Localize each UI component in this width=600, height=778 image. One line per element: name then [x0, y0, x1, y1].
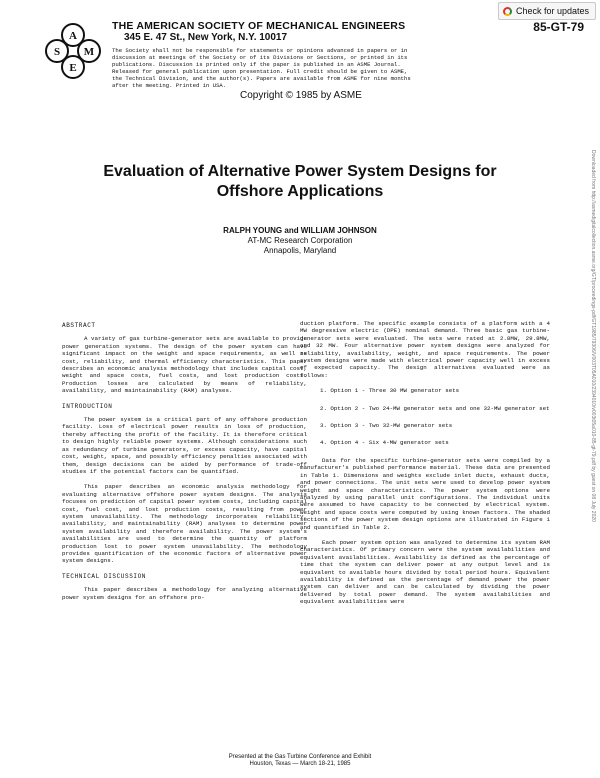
society-notice — [112, 47, 412, 89]
author-affiliation: AT-MC Research Corporation — [247, 236, 353, 245]
introduction-paragraph: The power system is a critical part of any offshore production facility. Loss of electrical power results in loss of production, thereby affecting the profit of the facility. It is therefore critical to design highly reliable power systems. Although considerations such as redundancy of turbine generators, or excess capacity, have capital cost, weight, space, and possibly efficiency penalties associated with them, design decisions can be aided by performance of trade-off studies if the potential factors can be quantified. — [62, 416, 307, 475]
logo-letter: A — [69, 30, 77, 42]
logo-letter: M — [83, 46, 95, 58]
design-option: 2. Option 2 - Two 24-MW generator sets and one 32-MW generator set — [320, 404, 550, 412]
logo-letter: E — [69, 62, 77, 74]
download-note: Downloaded from http://asmedigitalcollection.asme.org/GT/proceedings-pdf/GT1985/79306/V003T05A010/2394010/v003t05a010-85-gt-79.pdf by guest on 08 July 2020 — [590, 150, 596, 522]
design-options-list — [300, 387, 550, 447]
society-address: 345 E. 47 St., New York, N.Y. 10017 — [124, 32, 288, 43]
introduction-heading: INTRODUCTION — [62, 402, 113, 410]
author-block — [0, 226, 600, 256]
printed-in: Printed in USA. — [175, 82, 227, 89]
right-column — [300, 320, 550, 614]
footer-line: Presented at the Gas Turbine Conference and Exhibit — [228, 754, 372, 760]
copyright: Copyright © 1985 by ASME — [240, 90, 362, 101]
design-option: 4. Option 4 - Six 4-MW generator sets — [320, 439, 449, 447]
title-line: Offshore Applications — [216, 183, 384, 200]
asme-logo — [42, 20, 104, 82]
technical-paragraph: This paper describes a methodology for analyzing alternative power system designs for an offshore pro- — [62, 586, 307, 601]
technical-heading: TECHNICAL DISCUSSION — [62, 572, 147, 580]
author-location: Annapolis, Maryland — [263, 246, 337, 255]
crossmark-icon — [503, 7, 512, 16]
design-option: 3. Option 3 - Two 32-MW generator sets — [320, 422, 453, 430]
body-paragraph: Data for the specific turbine-generator sets were compiled by a manufacturer's published performance material. These data are presented in Table 1. Dimensions and weights exclude inlet ducts, exhaust ducts, and power connections. The unit sets were used to develop power system weight and space characteristics. The power system options were analyzed by using parallel unit configurations. The individual units were assumed to have capacity to be connected by electrical system. Weight and space costs were computed by using known factors. The shaded sections of the power system design options are illustrated in Figure 1 and quantified in Table 2. — [300, 456, 550, 531]
design-option: 1. Option 1 - Three 30 MW generator sets — [320, 387, 460, 395]
society-header — [112, 20, 472, 89]
author-names: RALPH YOUNG and WILLIAM JOHNSON — [223, 226, 377, 235]
logo-letter: S — [53, 46, 61, 58]
body-paragraph: duction platform. The specific example consists of a platform with a 4 MW degressive electric (DPE) nominal demand. Three basic gas turbine-generator sets were evaluated. The sets were rated at 2.8MW, 29.8MW, and 32 MW. Four alternative power system designs were analyzed for reliability, availability, weight, and space requirements. The power system designs were made with electrical power capacity well in excess of expected capacity. The design alternatives evaluated were as follows: — [300, 320, 550, 379]
title-line: Evaluation of Alternative Power System Designs for — [103, 163, 497, 180]
check-for-updates-button[interactable] — [498, 2, 596, 20]
footer-line: Houston, Texas — March 18-21, 1985 — [249, 761, 351, 767]
paper-number: 85-GT-79 — [533, 20, 584, 34]
paper-title — [0, 162, 600, 202]
notice-text: The Society shall not be responsible for statements or opinions advanced in papers or in discussion at meetings of the Society or of its Divisions or Sections, or printed in its publications. Discussion is printed only if the paper is published in an ASME Journal. Released for general publication upon presentation. Full credit should be given to ASME, the Technical Division, and the author(s). Papers are available from ASME for nine months after the meeting. — [112, 47, 411, 89]
presentation-footer — [0, 754, 600, 768]
check-for-updates-label: Check for updates — [515, 6, 589, 16]
left-column — [62, 320, 307, 609]
introduction-paragraph: This paper describes an economic analysis methodology for evaluating alternative offshore power system designs. The analysis focuses on prediction of capital power system costs, including capital cost, fuel cost, and lost production costs, resulting from power system unavailability. The methodology incorporates reliability, availability, and maintainability (RAM) analyses to determine power system availability and therefore availability. The power system's availabilities are used to determine the quantity of platform production lost to power system unavailability. The methodology provides quantification of the economic factors of alternative power system designs. — [62, 483, 307, 565]
abstract-text: A variety of gas turbine-generator sets are available to provide power generation systems. The design of the power system can have significant impact on the weight and space requirements, as well as cost, reliability, and thermal efficiency characteristics. This paper describes an economic analysis methodology that includes capital cost, weight and space costs, fuel costs, and lost production costs. Production losses are calculated by means of reliability, availability, and maintainability (RAM) analyses. — [62, 335, 307, 395]
body-paragraph: Each power system option was analyzed to determine its system RAM characteristics. Of primary concern were the system availabilities and equivalent availabilities. Availability is defined as the percentage of time that the system can deliver power at any output level and is equivalent to available hours divided by total period hours. Equivalent availability is defined as the percentage of demand power the power system can deliver and can be calculated by dividing the power delivered by total power demand. The system availabilities and equivalent availabilities were — [300, 538, 550, 606]
society-name: THE AMERICAN SOCIETY OF MECHANICAL ENGINEERS — [112, 20, 406, 32]
download-watermark — [586, 150, 596, 620]
abstract-heading: ABSTRACT — [62, 322, 96, 329]
